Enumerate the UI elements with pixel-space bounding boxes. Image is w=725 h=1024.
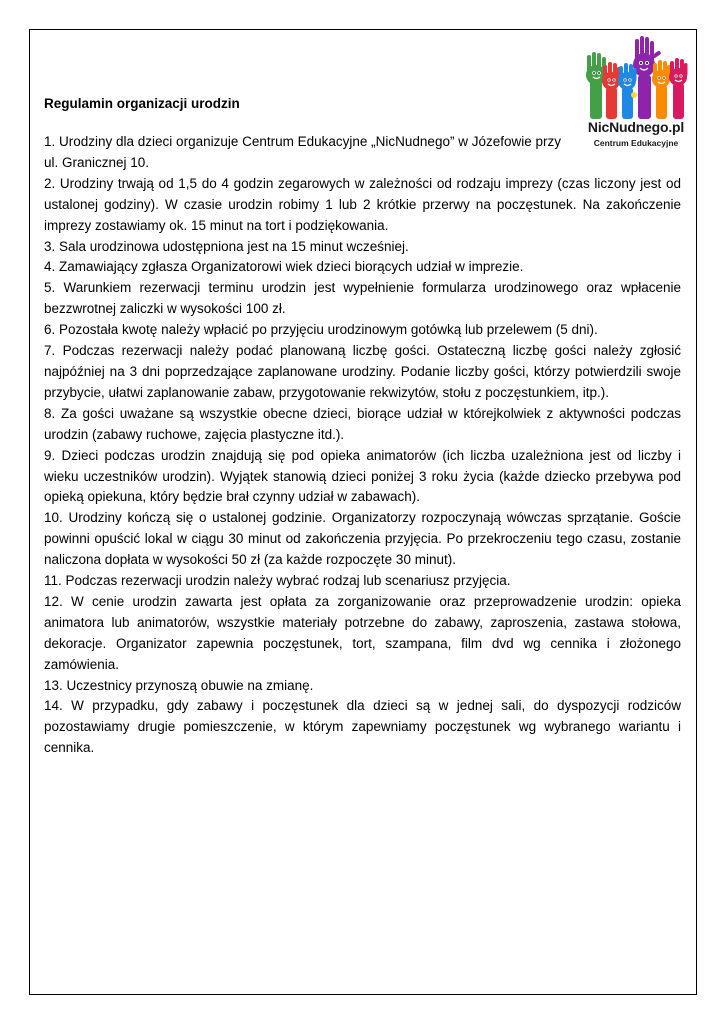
brand-subtitle: Centrum Edukacyjne [593,138,679,148]
brand-name: NicNudnego.pl [587,119,685,135]
rule-item: 10. Urodziny kończą się o ustalonej godzinie. Organizatorzy rozpoczynają wówczas sprzątanie. Goście powinni opuścić lokal w ciągu 30 minut od zakończenia przyjęcia. Po przekroczeniu tego czasu, zostanie naliczona dopłata w wysokości 50 zł (za każde rozpoczęte 30 minut). [44,510,681,568]
rule-item: 4. Zamawiający zgłasza Organizatorowi wiek dzieci biorących udział w imprezie. [44,259,524,275]
rule-item: 1. Urodziny dla dzieci organizuje Centrum Edukacyjne „NicNudnego” w Józefowie przy ul. Granicznej 10. [44,134,561,170]
rule-item: 8. Za gości uważane są wszystkie obecne dzieci, biorące udział w którejkolwiek z aktywności podczas urodzin (zabawy ruchowe, zajęcia plastyczne itd.). [44,405,681,442]
rule-item: 6. Pozostała kwotę należy wpłacić po przyjęciu urodzinowym gotówką lub przelewem (5 dni). [44,322,598,338]
document-title: Regulamin organizacji urodzin [44,96,240,111]
colorful-hands-icon [580,35,692,119]
rules-list [44,132,681,759]
rule-item: 5. Warunkiem rezerwacji terminu urodzin jest wypełnienie formularza urodzinowego oraz wpłacenie bezzwrotnej zaliczki w wysokości 100 zł. [44,280,681,317]
rule-item: 9. Dzieci podczas urodzin znajdują się pod opieka animatorów (ich liczba uzależniona jest od liczby i wieku uczestników urodzin). Wyjątek stanowią dzieci poniżej 3 roku życia (każde dziecko przebywa pod opieką opiekuna, który będzie brał czynny udział w zabawach). [44,447,681,505]
rule-item: 12. W cenie urodzin zawarta jest opłata za zorganizowanie oraz przeprowadzenie urodzin: opieka animatora lub animatorów, wszystkie materiały potrzebne do zabawy, zaproszenia, zastawa stołowa, dekoracje. Organizator zapewnia poczęstunek, tort, szampana, film dvd wg cennika i złożonego zamówienia. [44,593,681,672]
rule-item: 3. Sala urodzinowa udostępniona jest na 15 minut wcześniej. [44,238,409,254]
rule-item: 14. W przypadku, gdy zabawy i poczęstunek dla dzieci są w jednej sali, do dyspozycji rodziców pozostawiamy drugie pomieszczenie, w którym zapewniamy poczęstunek wg wybranego wariantu i cennika. [44,698,681,756]
rule-item: 7. Podczas rezerwacji należy podać planowaną liczbę gości. Ostateczną liczbę gości należy zgłosić najpóźniej na 3 dni poprzedzające zaplanowane urodziny. Podanie liczby gości, którzy potwierdzili swoje przybycie, ułatwi zaplanowanie zabaw, przygotowanie rekwizytów, stołu z poczęstunkiem, itp.). [44,343,681,400]
rule-item: 2. Urodziny trwają od 1,5 do 4 godzin zegarowych w zależności od rodzaju imprezy (czas liczony jest od ustalonej godziny). W czasie urodzin robimy 1 lub 2 krótkie przerwy na poczęstunek. Na zakończenie imprezy zostawiamy ok. 15 minut na tort i podziękowania. [44,175,681,233]
rule-item: 13. Uczestnicy przynoszą obuwie na zmianę. [44,677,314,693]
rule-item: 11. Podczas rezerwacji urodzin należy wybrać rodzaj lub scenariusz przyjęcia. [44,573,511,589]
